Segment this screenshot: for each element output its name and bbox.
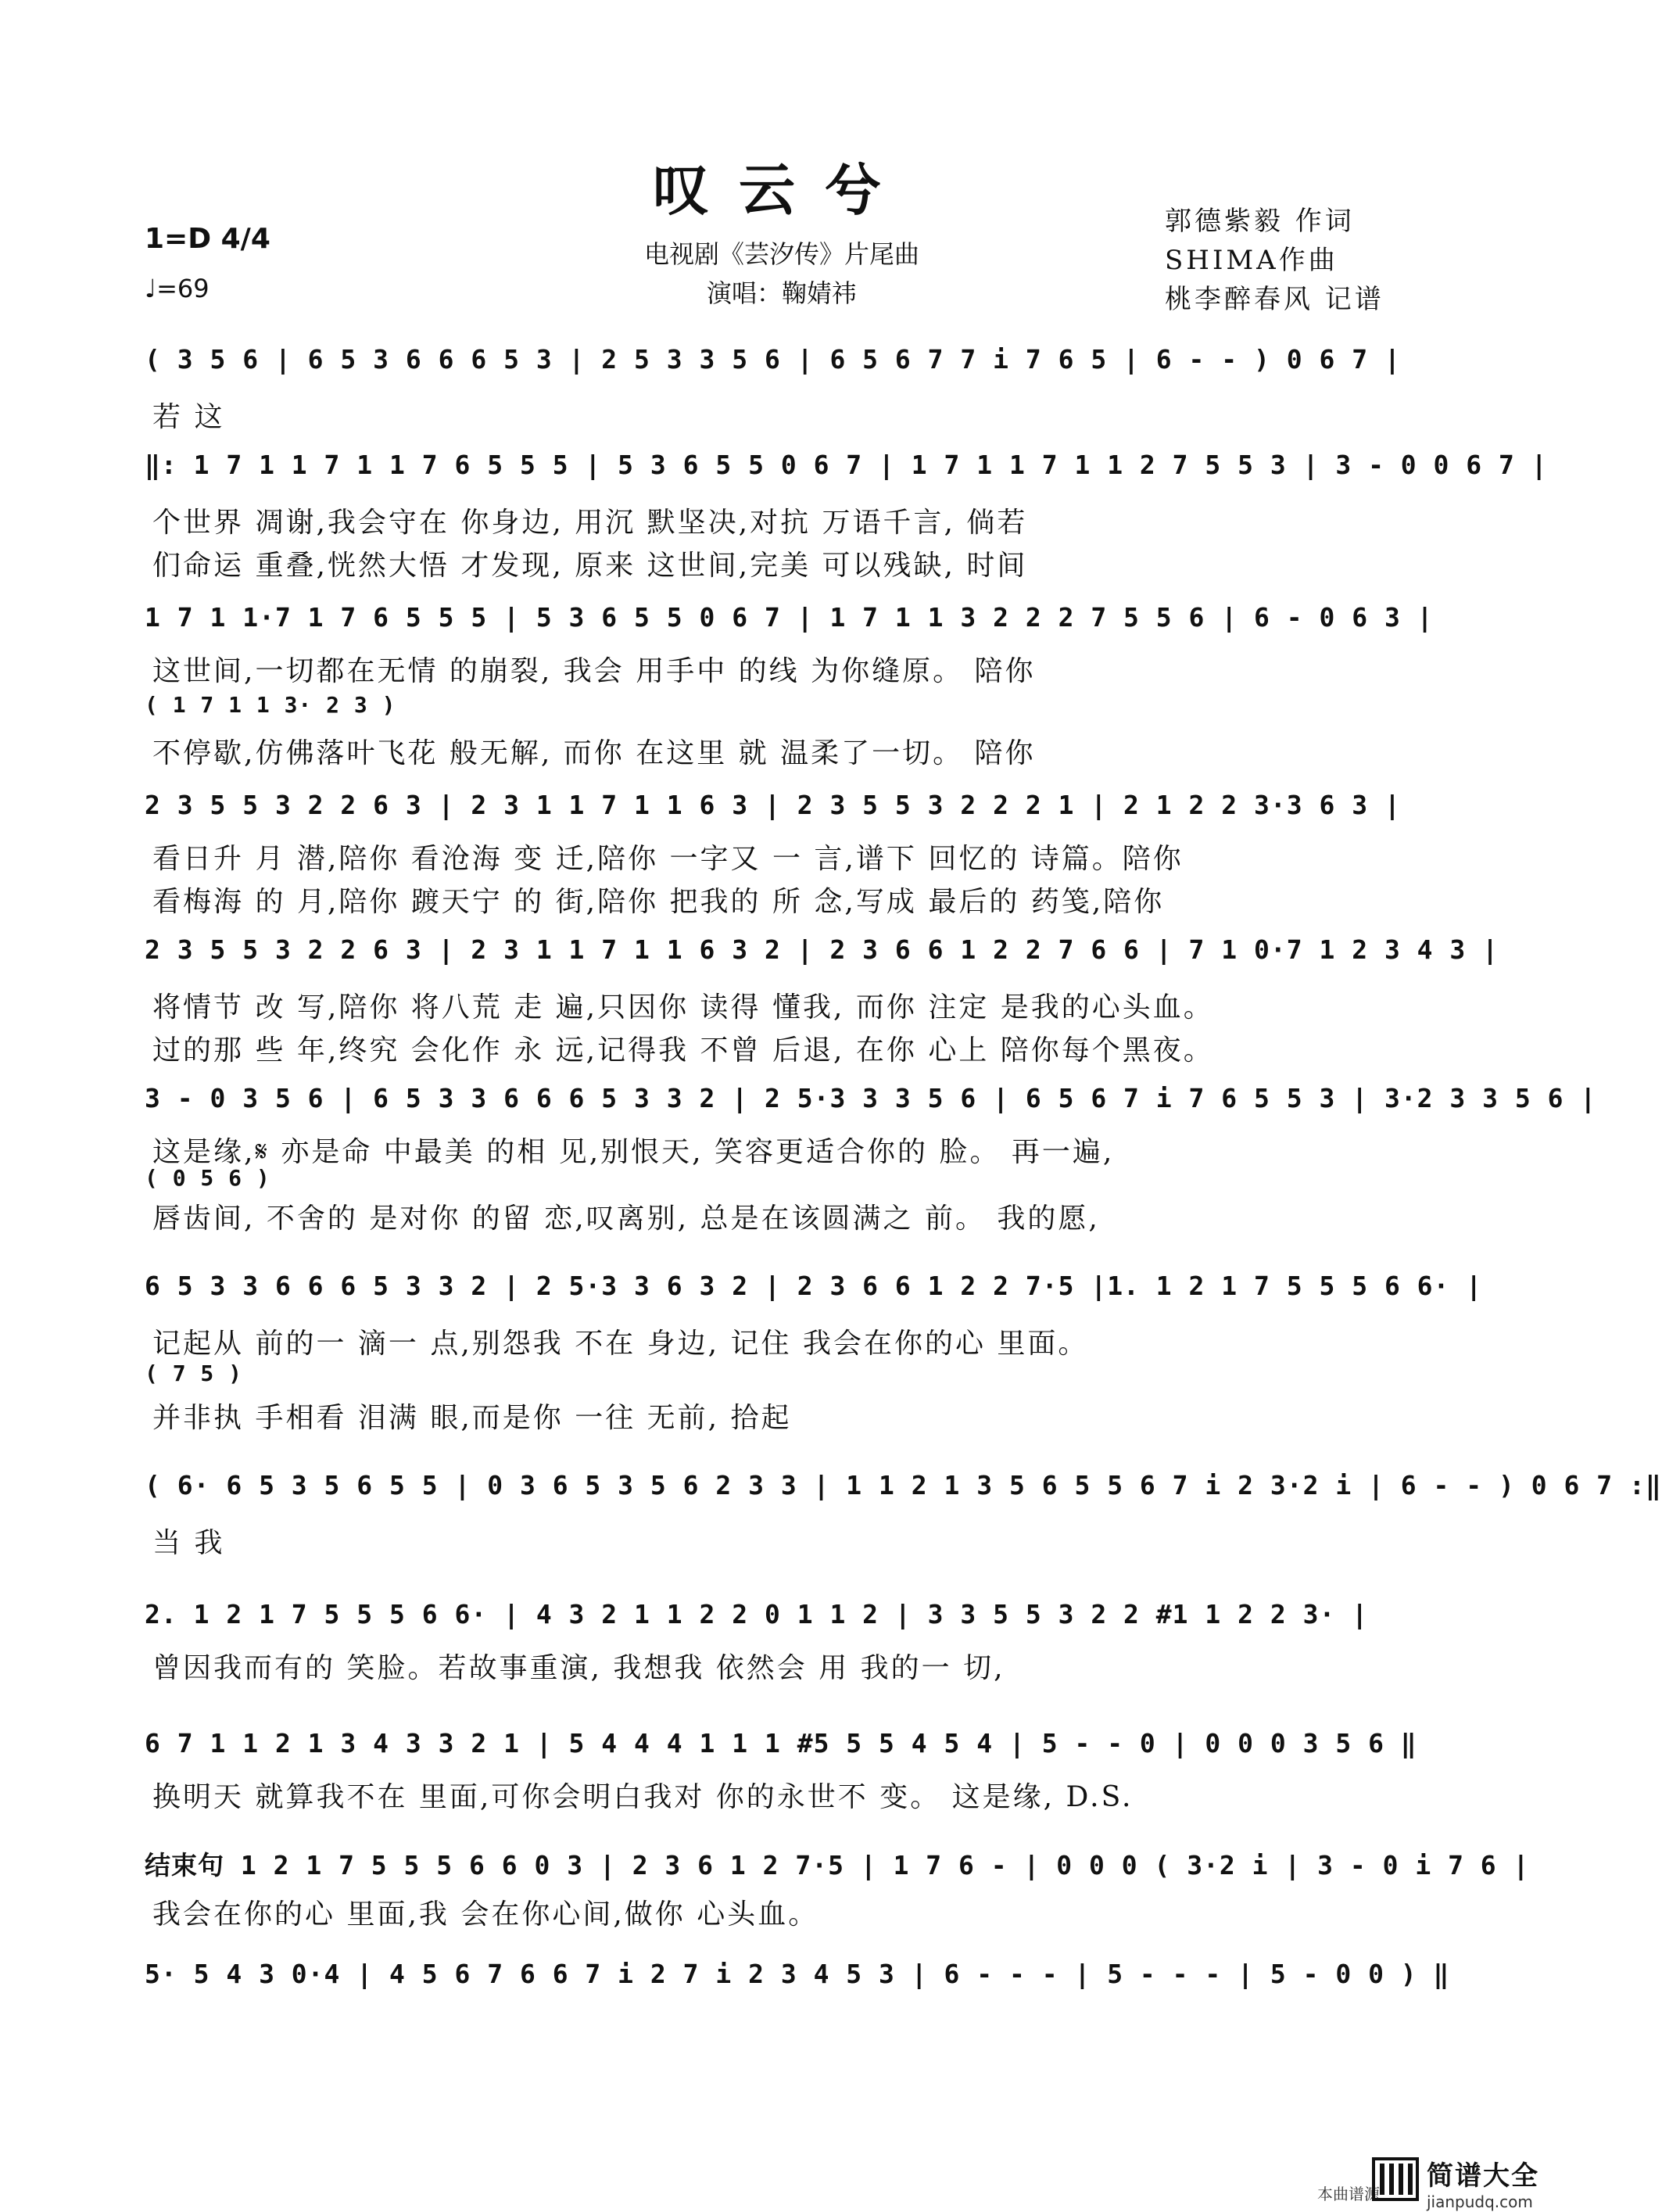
score-line-14-notes: 结束句 1 2 1 7 5 5 5 6 6 0 3 | 2 3 6 1 2 7·5 | 1 7 6 - | 0 0 0 ( 3·2 i | 3 - 0 i 7 6 | xyxy=(145,1850,1530,1880)
score-line-1-lyric: 若 这 xyxy=(152,401,225,433)
score-line-5-lyric-2: 看梅海 的 月,陪你 踱天宁 的 街,陪你 把我的 所 念,写成 最后的 药笺,陪你 xyxy=(152,886,1165,918)
score-line-1-notes: ( 3 5 6 | 6 5 3 6 6 6 5 3 | 2 5 3 3 5 6 | 6 5 6 7 7 i 7 6 5 | 6 - - ) 0 6 7 | xyxy=(145,344,1401,375)
logo-title: 简谱大全 xyxy=(1427,2160,1539,2192)
singer-line: 演唱：鞠婧祎 xyxy=(706,278,857,308)
score-line-10-notes: ( 7 5 ) xyxy=(145,1361,243,1386)
song-subtitle: 电视剧《芸汐传》片尾曲 xyxy=(643,239,919,269)
logo-url: jianpudq.com xyxy=(1427,2192,1533,2211)
score-line-6-lyric-1: 将情节 改 写,陪你 将八荒 走 遍,只因你 读得 懂我, 而你 注定 是我的心头血。 xyxy=(152,991,1214,1024)
score-line-9-lyric: 记起从 前的一 滴一 点,别怨我 不在 身边, 记住 我会在你的心 里面。 xyxy=(152,1328,1089,1360)
piano-logo-icon xyxy=(1372,2156,1419,2203)
score-line-11-lyric: 当 我 xyxy=(152,1527,225,1559)
score-line-9-notes: 6 5 3 3 6 6 6 5 3 3 2 | 2 5·3 3 6 3 2 | 2 3 6 6 1 2 2 7·5 |1. 1 2 1 7 5 5 5 6 6· | xyxy=(145,1271,1483,1301)
score-line-7-notes: 3 - 0 3 5 6 | 6 5 3 3 6 6 6 5 3 3 2 | 2 5·3 3 3 5 6 | 6 5 6 7 i 7 6 5 5 3 | 3·2 3 3 5 6 | xyxy=(145,1083,1597,1113)
score-line-8-notes: ( 0 5 6 ) xyxy=(145,1165,270,1191)
tempo-marking: ♩=69 xyxy=(145,274,210,303)
score-line-10-lyric: 并非执 手相看 泪满 眼,而是你 一往 无前, 拾起 xyxy=(152,1402,792,1434)
key-signature: 1=D 4/4 xyxy=(145,223,270,255)
transcriber-credit: 桃李醉春风 记谱 xyxy=(1165,284,1384,315)
score-line-11-notes: ( 6· 6 5 3 5 6 5 5 | 0 3 6 5 3 5 6 2 3 3 | 1 1 2 1 3 5 6 5 5 6 7 i 2 3·2 i | 6 - - ) 0 6 7 :‖ xyxy=(145,1470,1662,1500)
score-line-13-lyric: 换明天 就算我不在 里面,可你会明白我对 你的永世不 变。 这是缘, D.S. xyxy=(152,1781,1134,1813)
lyricist-credit: 郭德紫毅 作词 xyxy=(1165,206,1355,237)
site-logo[interactable] xyxy=(1427,2154,1552,2209)
score-line-12-lyric: 曾因我而有的 笑脸。若故事重演, 我想我 依然会 用 我的一 切, xyxy=(152,1652,1005,1684)
score-line-2-lyric-1: 个世界 凋谢,我会守在 你身边, 用沉 默坚决,对抗 万语千言, 倘若 xyxy=(152,507,1028,539)
score-line-5-lyric-1: 看日升 月 潜,陪你 看沧海 变 迁,陪你 一字又 一 言,谱下 回忆的 诗篇。陪你 xyxy=(152,843,1184,875)
score-line-4-notes: ( 1 7 1 1 3· 2 3 ) xyxy=(145,692,396,718)
score-line-12-notes: 2. 1 2 1 7 5 5 5 6 6· | 4 3 2 1 1 2 2 0 1 1 2 | 3 3 5 5 3 2 2 #1 1 2 2 3· | xyxy=(145,1599,1369,1629)
score-line-4-lyric: 不停歇,仿佛落叶飞花 般无解, 而你 在这里 就 温柔了一切。 陪你 xyxy=(152,737,1036,769)
score-line-5-notes: 2 3 5 5 3 2 2 6 3 | 2 3 1 1 7 1 1 6 3 | 2 3 5 5 3 2 2 2 1 | 2 1 2 2 3·3 6 3 | xyxy=(145,790,1401,820)
score-line-14-lyric: 我会在你的心 里面,我 会在你心间,做你 心头血。 xyxy=(152,1898,819,1931)
score-line-6-notes: 2 3 5 5 3 2 2 6 3 | 2 3 1 1 7 1 1 6 3 2 | 2 3 6 6 1 2 2 7 6 6 | 7 1 0·7 1 2 3 4 3 | xyxy=(145,934,1499,965)
score-line-15-notes: 5· 5 4 3 0·4 | 4 5 6 7 6 6 7 i 2 7 i 2 3 4 5 3 | 6 - - - | 5 - - - | 5 - 0 0 ) ‖ xyxy=(145,1959,1450,1989)
score-line-8-lyric: 唇齿间, 不舍的 是对你 的留 恋,叹离别, 总是在该圆满之 前。 我的愿, xyxy=(152,1203,1100,1235)
score-line-2-notes: ‖: 1 7 1 1 7 1 1 7 6 5 5 5 | 5 3 6 5 5 0 6 7 | 1 7 1 1 7 1 1 2 7 5 5 3 | 3 - 0 0 6 7 | xyxy=(145,450,1548,480)
song-title: 叹云兮 xyxy=(652,156,911,223)
score-line-13-notes: 6 7 1 1 2 1 3 4 3 3 2 1 | 5 4 4 4 1 1 1 #5 5 5 4 5 4 | 5 - - 0 | 0 0 0 3 5 6 ‖ xyxy=(145,1728,1417,1758)
score-line-3-lyric: 这世间,一切都在无情 的崩裂, 我会 用手中 的线 为你缝原。 陪你 xyxy=(152,655,1036,687)
score-line-7-lyric: 这是缘,𝄋 亦是命 中最美 的相 见,别恨天, 笑容更适合你的 脸。 再一遍, xyxy=(152,1136,1115,1168)
score-line-3-notes: 1 7 1 1·7 1 7 6 5 5 5 | 5 3 6 5 5 0 6 7 | 1 7 1 1 3 2 2 2 7 5 5 6 | 6 - 0 6 3 | xyxy=(145,602,1434,633)
score-line-2-lyric-2: 们命运 重叠,恍然大悟 才发现, 原来 这世间,完美 可以残缺, 时间 xyxy=(152,550,1028,582)
source-note: 本曲谱源 xyxy=(1317,2185,1380,2203)
score-line-6-lyric-2: 过的那 些 年,终究 会化作 永 远,记得我 不曾 后退, 在你 心上 陪你每个黑夜。 xyxy=(152,1034,1214,1067)
composer-credit: SHIMA作曲 xyxy=(1165,245,1338,276)
